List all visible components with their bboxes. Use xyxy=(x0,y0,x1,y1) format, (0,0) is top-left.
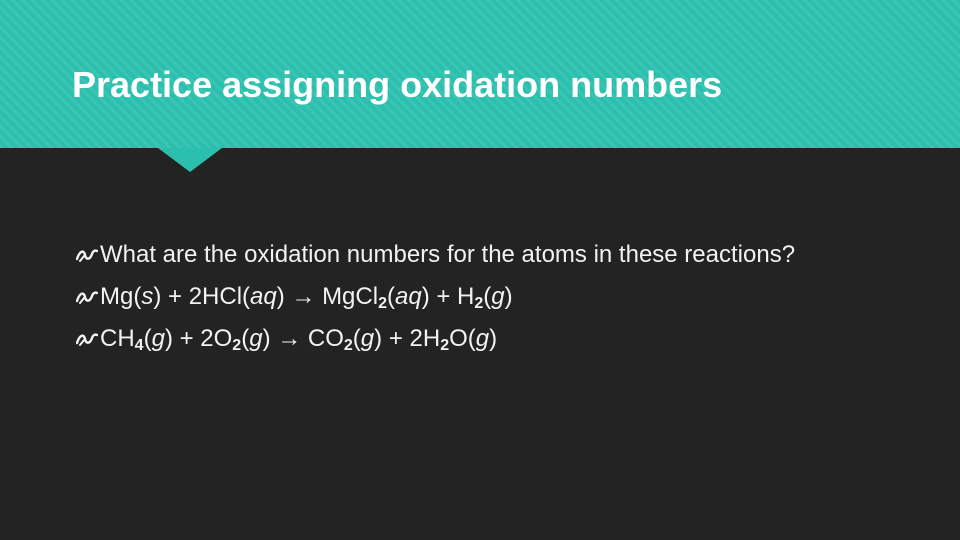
r1-state: g xyxy=(491,283,505,310)
title-banner xyxy=(0,0,960,148)
r2-state: g xyxy=(249,325,263,352)
r2-part: ) + 2O xyxy=(164,325,233,352)
r1-part: ( xyxy=(386,283,395,310)
r1-part: Mg( xyxy=(100,283,142,310)
banner-notch xyxy=(158,148,222,172)
bullet-reaction-1 xyxy=(76,280,816,314)
r1-part: ( xyxy=(483,283,492,310)
r2-subscript: 4 xyxy=(134,337,144,354)
r2-part: ) + 2H xyxy=(374,325,441,352)
r1-part: ) + 2HCl( xyxy=(153,283,251,310)
r2-subscript: 2 xyxy=(232,337,242,354)
bullet-question xyxy=(76,238,816,272)
reaction-2-equation xyxy=(100,325,497,352)
r1-state: s xyxy=(141,283,154,310)
r2-part: ( xyxy=(352,325,361,352)
ribbon-swirl-icon xyxy=(76,290,98,304)
r1-state: aq xyxy=(394,283,422,310)
r2-state: g xyxy=(360,325,375,352)
slide-title: Practice assigning oxidation numbers xyxy=(72,64,723,105)
r2-subscript: 2 xyxy=(343,337,353,354)
r2-part: ( xyxy=(143,325,152,352)
r1-subscript: 2 xyxy=(378,295,387,312)
r1-part: ) → MgCl xyxy=(276,283,379,310)
r2-part: CH xyxy=(100,325,135,352)
r2-part: ) xyxy=(489,325,498,352)
r1-state: aq xyxy=(250,283,277,310)
r2-state: g xyxy=(475,325,490,352)
r2-state: g xyxy=(151,325,165,352)
bullet-question-text: What are the oxidation numbers for the atoms in these reactions? xyxy=(100,241,796,268)
r1-part: ) xyxy=(504,283,513,310)
bullet-reaction-2 xyxy=(76,322,816,356)
r2-part: O( xyxy=(449,325,476,352)
bullet-list xyxy=(76,238,816,364)
reaction-1-equation xyxy=(100,283,513,310)
r1-subscript: 2 xyxy=(474,295,484,312)
r2-subscript: 2 xyxy=(440,337,450,354)
r2-part: ) → CO xyxy=(262,325,344,352)
ribbon-swirl-icon xyxy=(76,248,98,262)
r2-part: ( xyxy=(241,325,250,352)
ribbon-swirl-icon xyxy=(76,332,98,346)
r1-part: ) + H xyxy=(421,283,475,310)
